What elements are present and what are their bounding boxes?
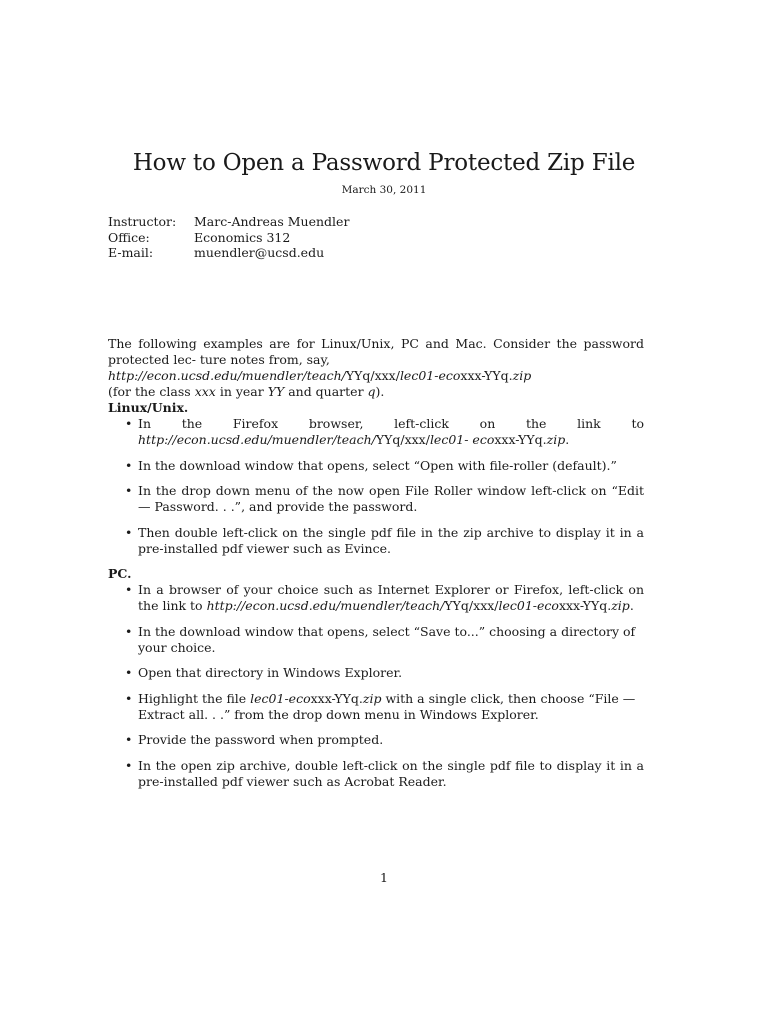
linux-steps	[108, 416, 644, 557]
text-run: q	[367, 384, 376, 399]
text-run: in year	[215, 384, 268, 399]
text-run: zip	[611, 598, 630, 613]
list-item	[108, 732, 644, 748]
text-run: In the drop down menu of the now open File Roller window left-click on “Edit — Password. . .”, and provide the password.	[138, 483, 644, 514]
info-value: muendler@ucsd.edu	[194, 245, 325, 260]
text-run: zip	[362, 690, 382, 706]
list-item	[108, 416, 644, 448]
text-run: In the Firefox browser, left-click on the link to	[138, 416, 644, 431]
bullet: •	[125, 665, 133, 680]
text-run: http://econ.ucsd.edu/muendler/teach/	[138, 432, 376, 447]
bullet: •	[125, 457, 133, 473]
list-item	[108, 691, 644, 723]
text-run: YYq/xxx/	[375, 432, 430, 447]
section-heading-pc: PC.	[108, 566, 132, 581]
text-run: lec01-eco	[250, 690, 311, 706]
bullet: •	[125, 483, 133, 498]
text-run: Highlight the file	[138, 690, 251, 706]
document-date: March 30, 2011	[341, 184, 427, 196]
info-value: Marc-Andreas Muendler	[194, 214, 350, 229]
text-run: YYq/xxx/	[444, 598, 499, 613]
section-heading-linux: Linux/Unix.	[108, 400, 189, 415]
text-run: xxx-YYq.	[310, 690, 363, 706]
info-label: Instructor:	[108, 214, 177, 229]
text-run: xxx-YYq.	[558, 598, 612, 613]
info-row-office	[108, 230, 349, 246]
list-item	[108, 525, 644, 557]
bullet: •	[125, 623, 133, 639]
list-item	[108, 582, 644, 614]
text-run: In the open zip archive, double left-click on the single pdf file to display it in a pre-installed pdf viewer such as Acrobat Reader.	[138, 757, 644, 789]
text-run: .	[629, 598, 634, 613]
text-run: In a browser of your choice such as Internet Explorer or Firefox, left-click on the link to	[138, 582, 644, 613]
url-part: http://econ.ucsd.edu/muendler/teach/	[108, 368, 346, 383]
text-run: .	[565, 432, 570, 447]
text-run: ).	[375, 384, 385, 399]
text-run: Then double left-click on the single pdf file in the zip archive to display it in a pre-installed pdf viewer such as Evince.	[138, 524, 644, 556]
list-item	[108, 483, 644, 515]
text-run: In the download window that opens, select “Save to...” choosing a directory of your choice.	[138, 623, 636, 655]
text-run: with a single click, then choose “File — Extract all. . .” from the drop down menu in Windows Explorer.	[138, 690, 636, 722]
bullet: •	[125, 582, 133, 597]
intro-paragraph: The following examples are for Linux/Unix, PC and Mac. Consider the password protected lec- ture notes from, say,	[108, 336, 644, 367]
bullet: •	[125, 524, 133, 540]
text-run: Provide the password when prompted.	[138, 732, 384, 747]
text-run: Open that directory in Windows Explorer.	[138, 665, 403, 680]
text-run: lec01-eco	[498, 598, 559, 613]
text-run: lec01- eco	[429, 432, 495, 447]
text-run: http://econ.ucsd.edu/muendler/teach/	[206, 598, 445, 613]
url-part: YYq/xxx/	[345, 368, 400, 383]
url-part: lec01-eco	[399, 368, 461, 383]
bullet: •	[125, 732, 133, 747]
url-part: zip	[512, 368, 532, 383]
text-run: xxx	[194, 384, 216, 399]
class-note	[108, 384, 644, 400]
bullet: •	[125, 757, 133, 773]
info-row-instructor	[108, 214, 349, 230]
list-item	[108, 758, 644, 790]
list-item	[108, 458, 644, 474]
contact-info	[108, 214, 349, 261]
page-number: 1	[380, 870, 388, 885]
info-row-email	[108, 245, 349, 261]
text-run: (for the class	[108, 384, 195, 399]
document-body	[108, 336, 644, 799]
bullet: •	[125, 690, 133, 706]
document-title: How to Open a Password Protected Zip File	[132, 150, 636, 176]
text-run: and quarter	[284, 384, 368, 399]
url-part: xxx-YYq.	[460, 368, 513, 383]
list-item	[108, 624, 644, 656]
list-item	[108, 665, 644, 681]
text-run: YY	[267, 384, 285, 399]
text-run: xxx-YYq.	[494, 432, 547, 447]
text-run: In the download window that opens, select “Open with file-roller (default).”	[138, 457, 617, 473]
info-label: Office:	[108, 229, 150, 245]
example-url	[108, 368, 644, 384]
pc-steps	[108, 582, 644, 790]
info-value: Economics 312	[194, 229, 291, 245]
info-label: E-mail:	[108, 245, 154, 260]
bullet: •	[125, 416, 133, 431]
text-run: zip	[546, 432, 566, 447]
